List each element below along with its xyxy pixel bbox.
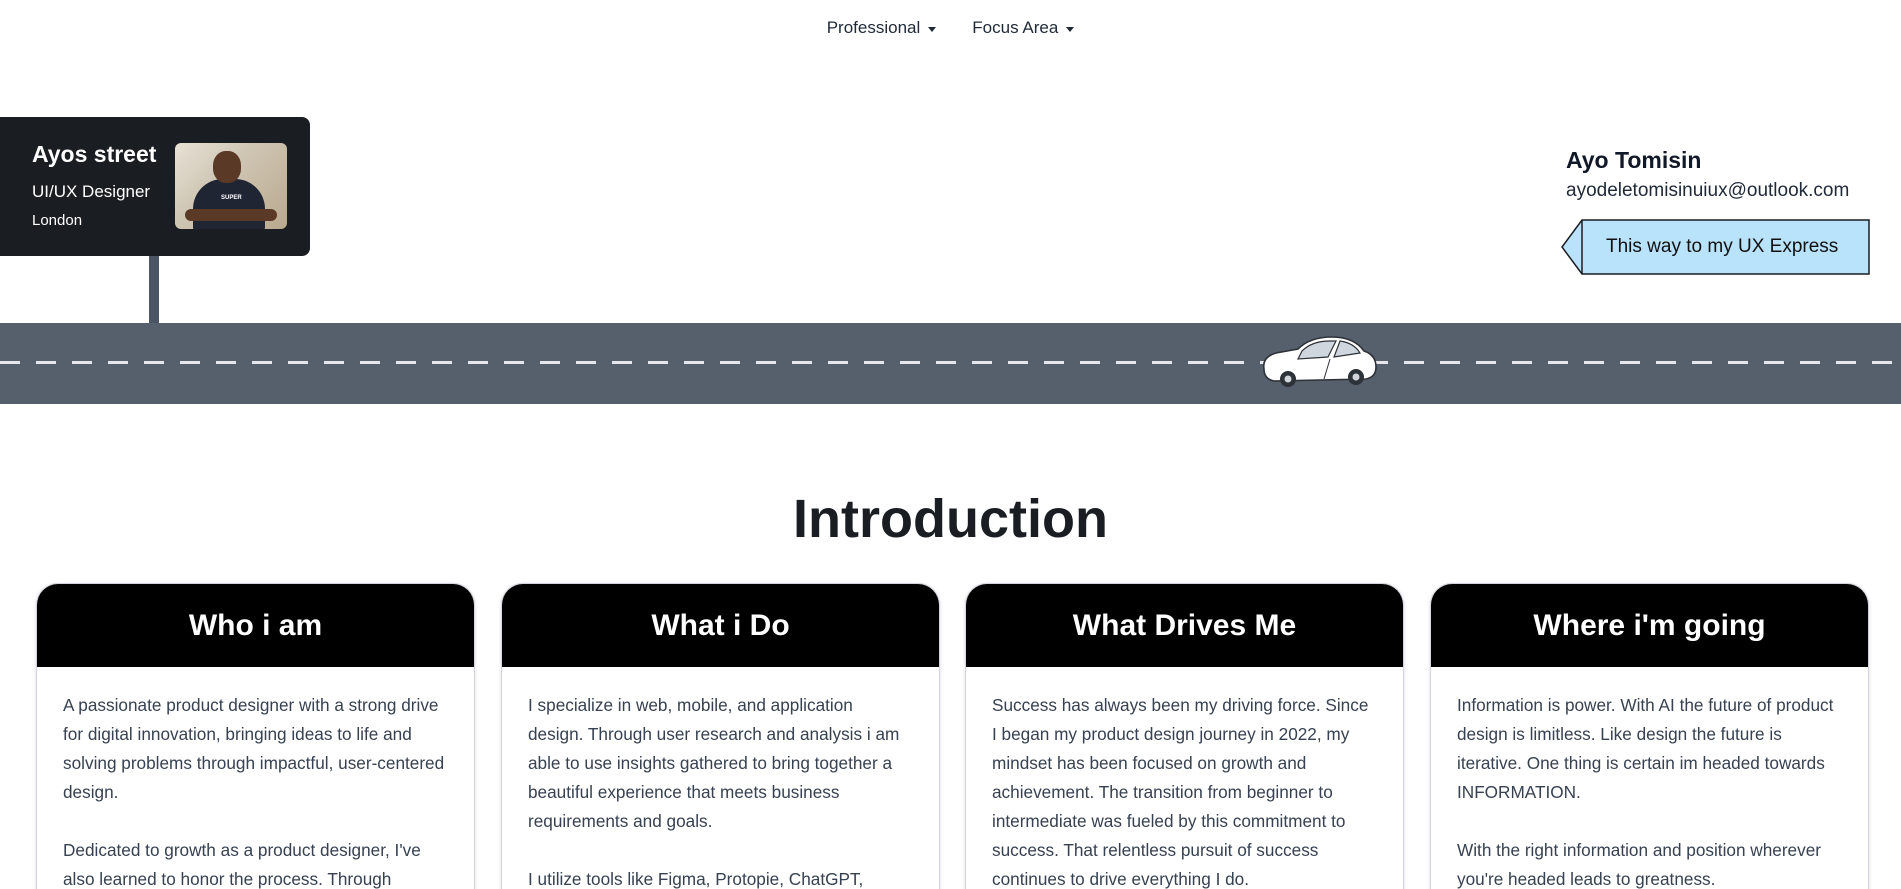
- road-lane-divider: [0, 361, 1901, 364]
- chevron-down-icon: [928, 27, 936, 32]
- sign-title: Ayos street: [32, 141, 157, 167]
- card-paragraph: Success has always been my driving force. Since I began my product design journey in 2022, my mindset has been focused on growth and achievement. The transition from beginner to intermediate was fueled by this commitment to success. That relentless pursuit of success continues to drive everything I do.: [992, 695, 1369, 889]
- card-title: Where i'm going: [1533, 608, 1766, 642]
- card-header: [502, 584, 939, 667]
- avatar-head: [213, 151, 241, 183]
- sign-city: London: [32, 212, 83, 229]
- intro-title: Introduction: [793, 489, 1108, 549]
- card-header: [966, 584, 1403, 667]
- card-body: [37, 667, 474, 889]
- card-where-im-going: [1430, 583, 1869, 889]
- card-what-drives-me: [965, 583, 1404, 889]
- nav-professional[interactable]: [827, 18, 937, 38]
- avatar-body: [193, 179, 265, 229]
- card-title: What Drives Me: [1072, 608, 1297, 642]
- nav-focus-area-label: Focus Area: [972, 18, 1059, 37]
- card-paragraph: With the right information and position wherever you're headed leads to greatness.: [1457, 840, 1821, 889]
- card-title: Who i am: [188, 608, 323, 642]
- contact-name: Ayo Tomisin: [1566, 147, 1702, 173]
- ux-express-button[interactable]: [1560, 219, 1870, 275]
- sign-post: [149, 254, 159, 324]
- nav-professional-label: Professional: [826, 18, 921, 37]
- avatar: [175, 143, 287, 229]
- card-paragraph: I utilize tools like Figma, Protopie, ChatGPT,: [528, 869, 864, 889]
- nav-focus-area[interactable]: [972, 18, 1074, 38]
- card-what-i-do: [501, 583, 940, 889]
- card-paragraph: Dedicated to growth as a product designer, I've also learned to honor the process. Through: [63, 840, 421, 889]
- road: [0, 323, 1901, 404]
- car-icon: [1258, 333, 1380, 393]
- card-header: [1431, 584, 1868, 667]
- card-body: [966, 667, 1403, 889]
- card-paragraph: A passionate product designer with a strong drive for digital innovation, bringing ideas to life and solving problems through impactful, user-centered design.: [63, 695, 445, 802]
- card-paragraph: I specialize in web, mobile, and application design. Through user research and analysis i am able to use insights gathered to bring together a beautiful experience that meets business requirements and goals.: [528, 695, 900, 831]
- card-paragraph: Information is power. With AI the future of product design is limitless. Like design the future is iterative. One thing is certain im headed towards INFORMATION.: [1457, 695, 1834, 802]
- street-sign: [0, 117, 310, 256]
- avatar-arm: [185, 209, 277, 221]
- card-title: What i Do: [651, 608, 790, 642]
- card-body: [502, 667, 939, 889]
- card-header: [37, 584, 474, 667]
- chevron-down-icon: [1066, 27, 1074, 32]
- card-who-i-am: [36, 583, 475, 889]
- ux-express-label: This way to my UX Express: [1606, 236, 1839, 257]
- card-body: [1431, 667, 1868, 889]
- contact-email[interactable]: ayodeletomisinuiux@outlook.com: [1566, 180, 1850, 201]
- sign-role: UI/UX Designer: [32, 182, 151, 201]
- top-nav: [0, 18, 1901, 38]
- avatar-shirt-text: SUPER: [221, 195, 242, 201]
